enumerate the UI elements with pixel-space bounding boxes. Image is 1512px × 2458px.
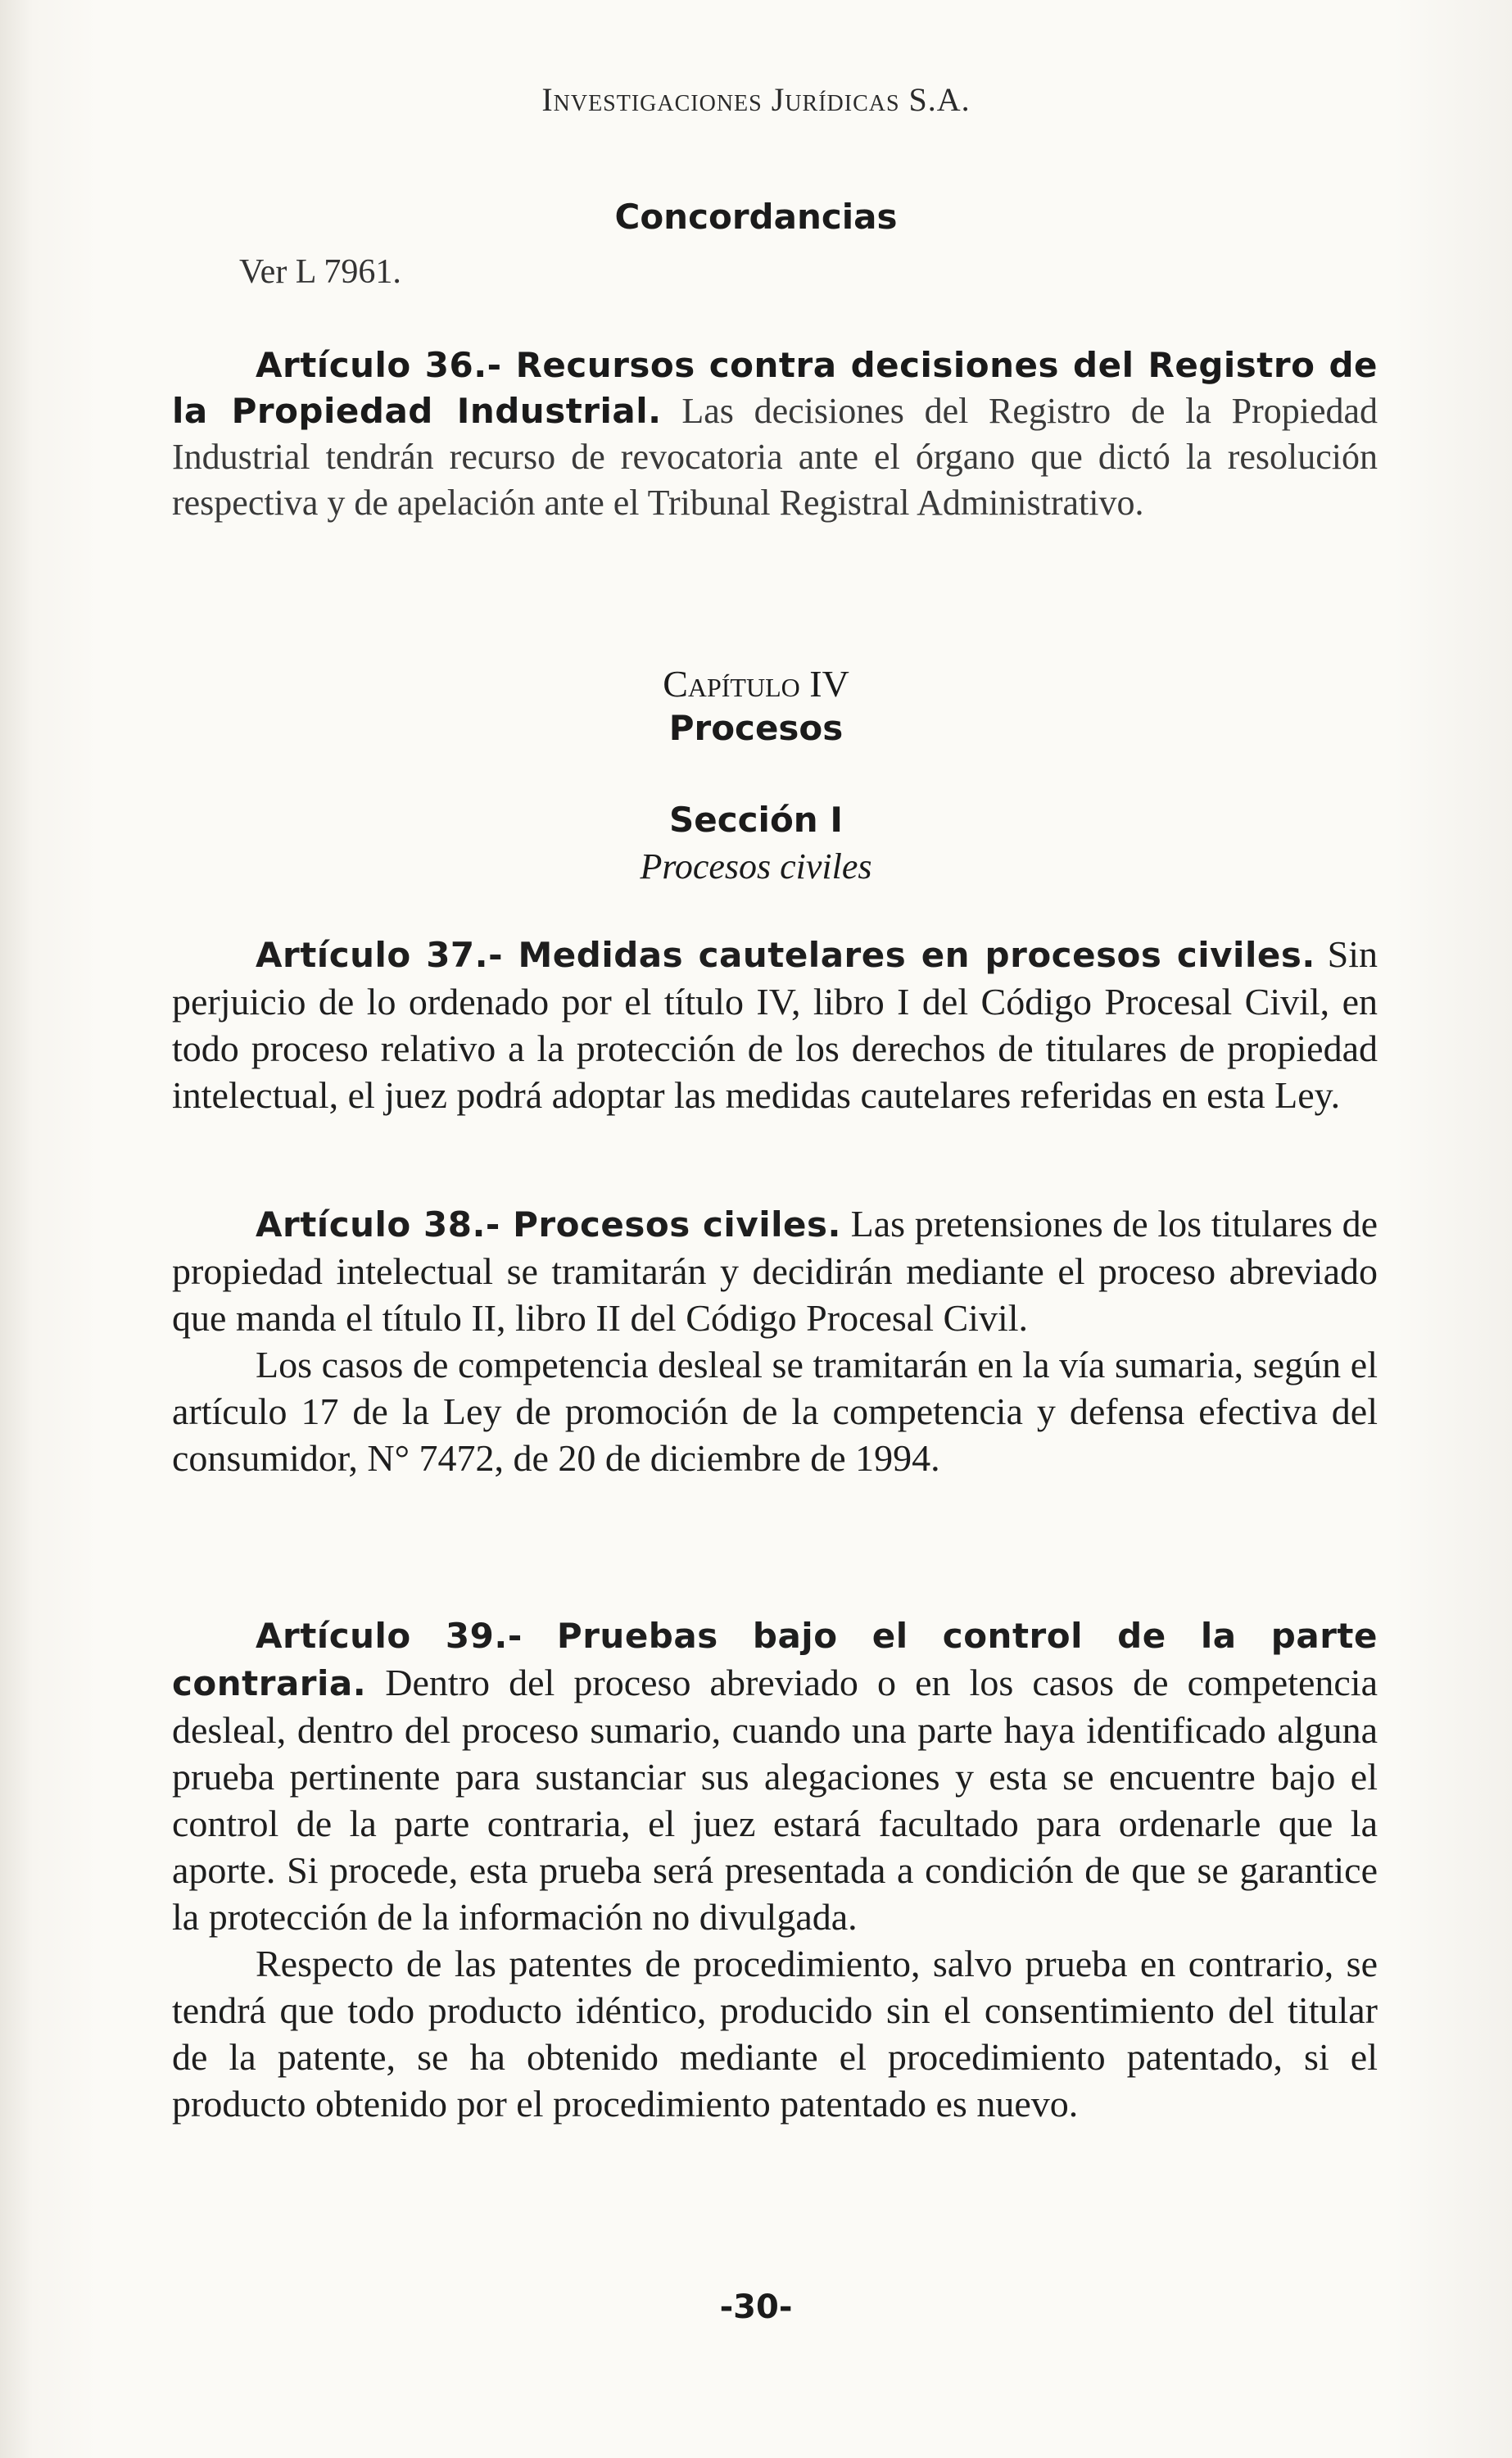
article-39-title: Artículo 39.- Pruebas bajo el control de la parte contraria.: [172, 1616, 1378, 1703]
article-37-title: Artículo 37.- Medidas cautelares en procesos civiles.: [256, 935, 1315, 975]
section-name: Procesos civiles: [640, 846, 872, 887]
article-37: [172, 931, 1378, 1118]
article-38-text-1: Las pretensiones de los titulares de propiedad intelectual se tramitarán y decidirán mediante el proceso abreviado que manda el título II, libro II del Código Procesal Civil.: [172, 1203, 1378, 1339]
concordancias-heading: Concordancias: [614, 197, 898, 237]
running-header: Investigaciones Jurídicas S.A.: [541, 81, 971, 118]
article-38: [172, 1200, 1378, 1481]
article-38-title: Artículo 38.- Procesos civiles.: [256, 1204, 841, 1245]
chapter-label-word: Capítulo: [663, 663, 800, 705]
article-39-paragraph-1: [172, 1612, 1378, 1940]
article-36-paragraph-1: [172, 342, 1378, 526]
article-37-paragraph-1: [172, 931, 1378, 1118]
article-36-title: Artículo 36.- Recursos contra decisiones del Registro de la Propiedad Industrial.: [172, 345, 1378, 431]
article-39: [172, 1612, 1378, 2127]
article-38-paragraph-2: Los casos de competencia desleal se tramitarán en la vía sumaria, según el artículo 17 de la Ley de promoción de la competencia y defensa efectiva del consumidor, N° 7472, de 20 de diciembre de 1994.: [172, 1344, 1378, 1479]
article-36-text: Las decisiones del Registro de la Propiedad Industrial tendrán recurso de revocatoria ante el órgano que dictó la resolución respectiva y de apelación ante el Tribunal Registral Administrativo.: [172, 391, 1378, 523]
page-number: -30-: [719, 2288, 793, 2326]
chapter-name: Procesos: [668, 708, 844, 748]
article-36: [172, 342, 1378, 526]
article-38-paragraph-1: [172, 1200, 1378, 1341]
chapter-label: [0, 662, 1512, 705]
chapter-label-number: IV: [809, 663, 849, 705]
section-label: Sección I: [669, 800, 843, 840]
article-39-text-1: Dentro del proceso abreviado o en los casos de competencia desleal, dentro del proceso sumario, cuando una parte haya identificado alguna prueba pertinente para sustanciar sus alegaciones y esta se encuentre bajo el control de la parte contraria, el juez estará facultado para ordenarle que la aporte. Si procede, esta prueba será presentada a condición de que se garantice la protección de la información no divulgada.: [172, 1662, 1378, 1938]
article-39-paragraph-2: Respecto de las patentes de procedimiento, salvo prueba en contrario, se tendrá que todo producto idéntico, producido sin el consentimiento del titular de la patente, se ha obtenido mediante el procedimiento patentado, si el producto obtenido por el procedimiento patentado es nuevo.: [172, 1943, 1378, 2125]
concordancias-reference: Ver L 7961.: [239, 253, 401, 291]
article-37-text: Sin perjuicio de lo ordenado por el título IV, libro I del Código Procesal Civil, en todo proceso relativo a la protección de los derechos de titulares de propiedad intelectual, el juez podrá adoptar las medidas cautelares referidas en esta Ley.: [172, 933, 1378, 1116]
